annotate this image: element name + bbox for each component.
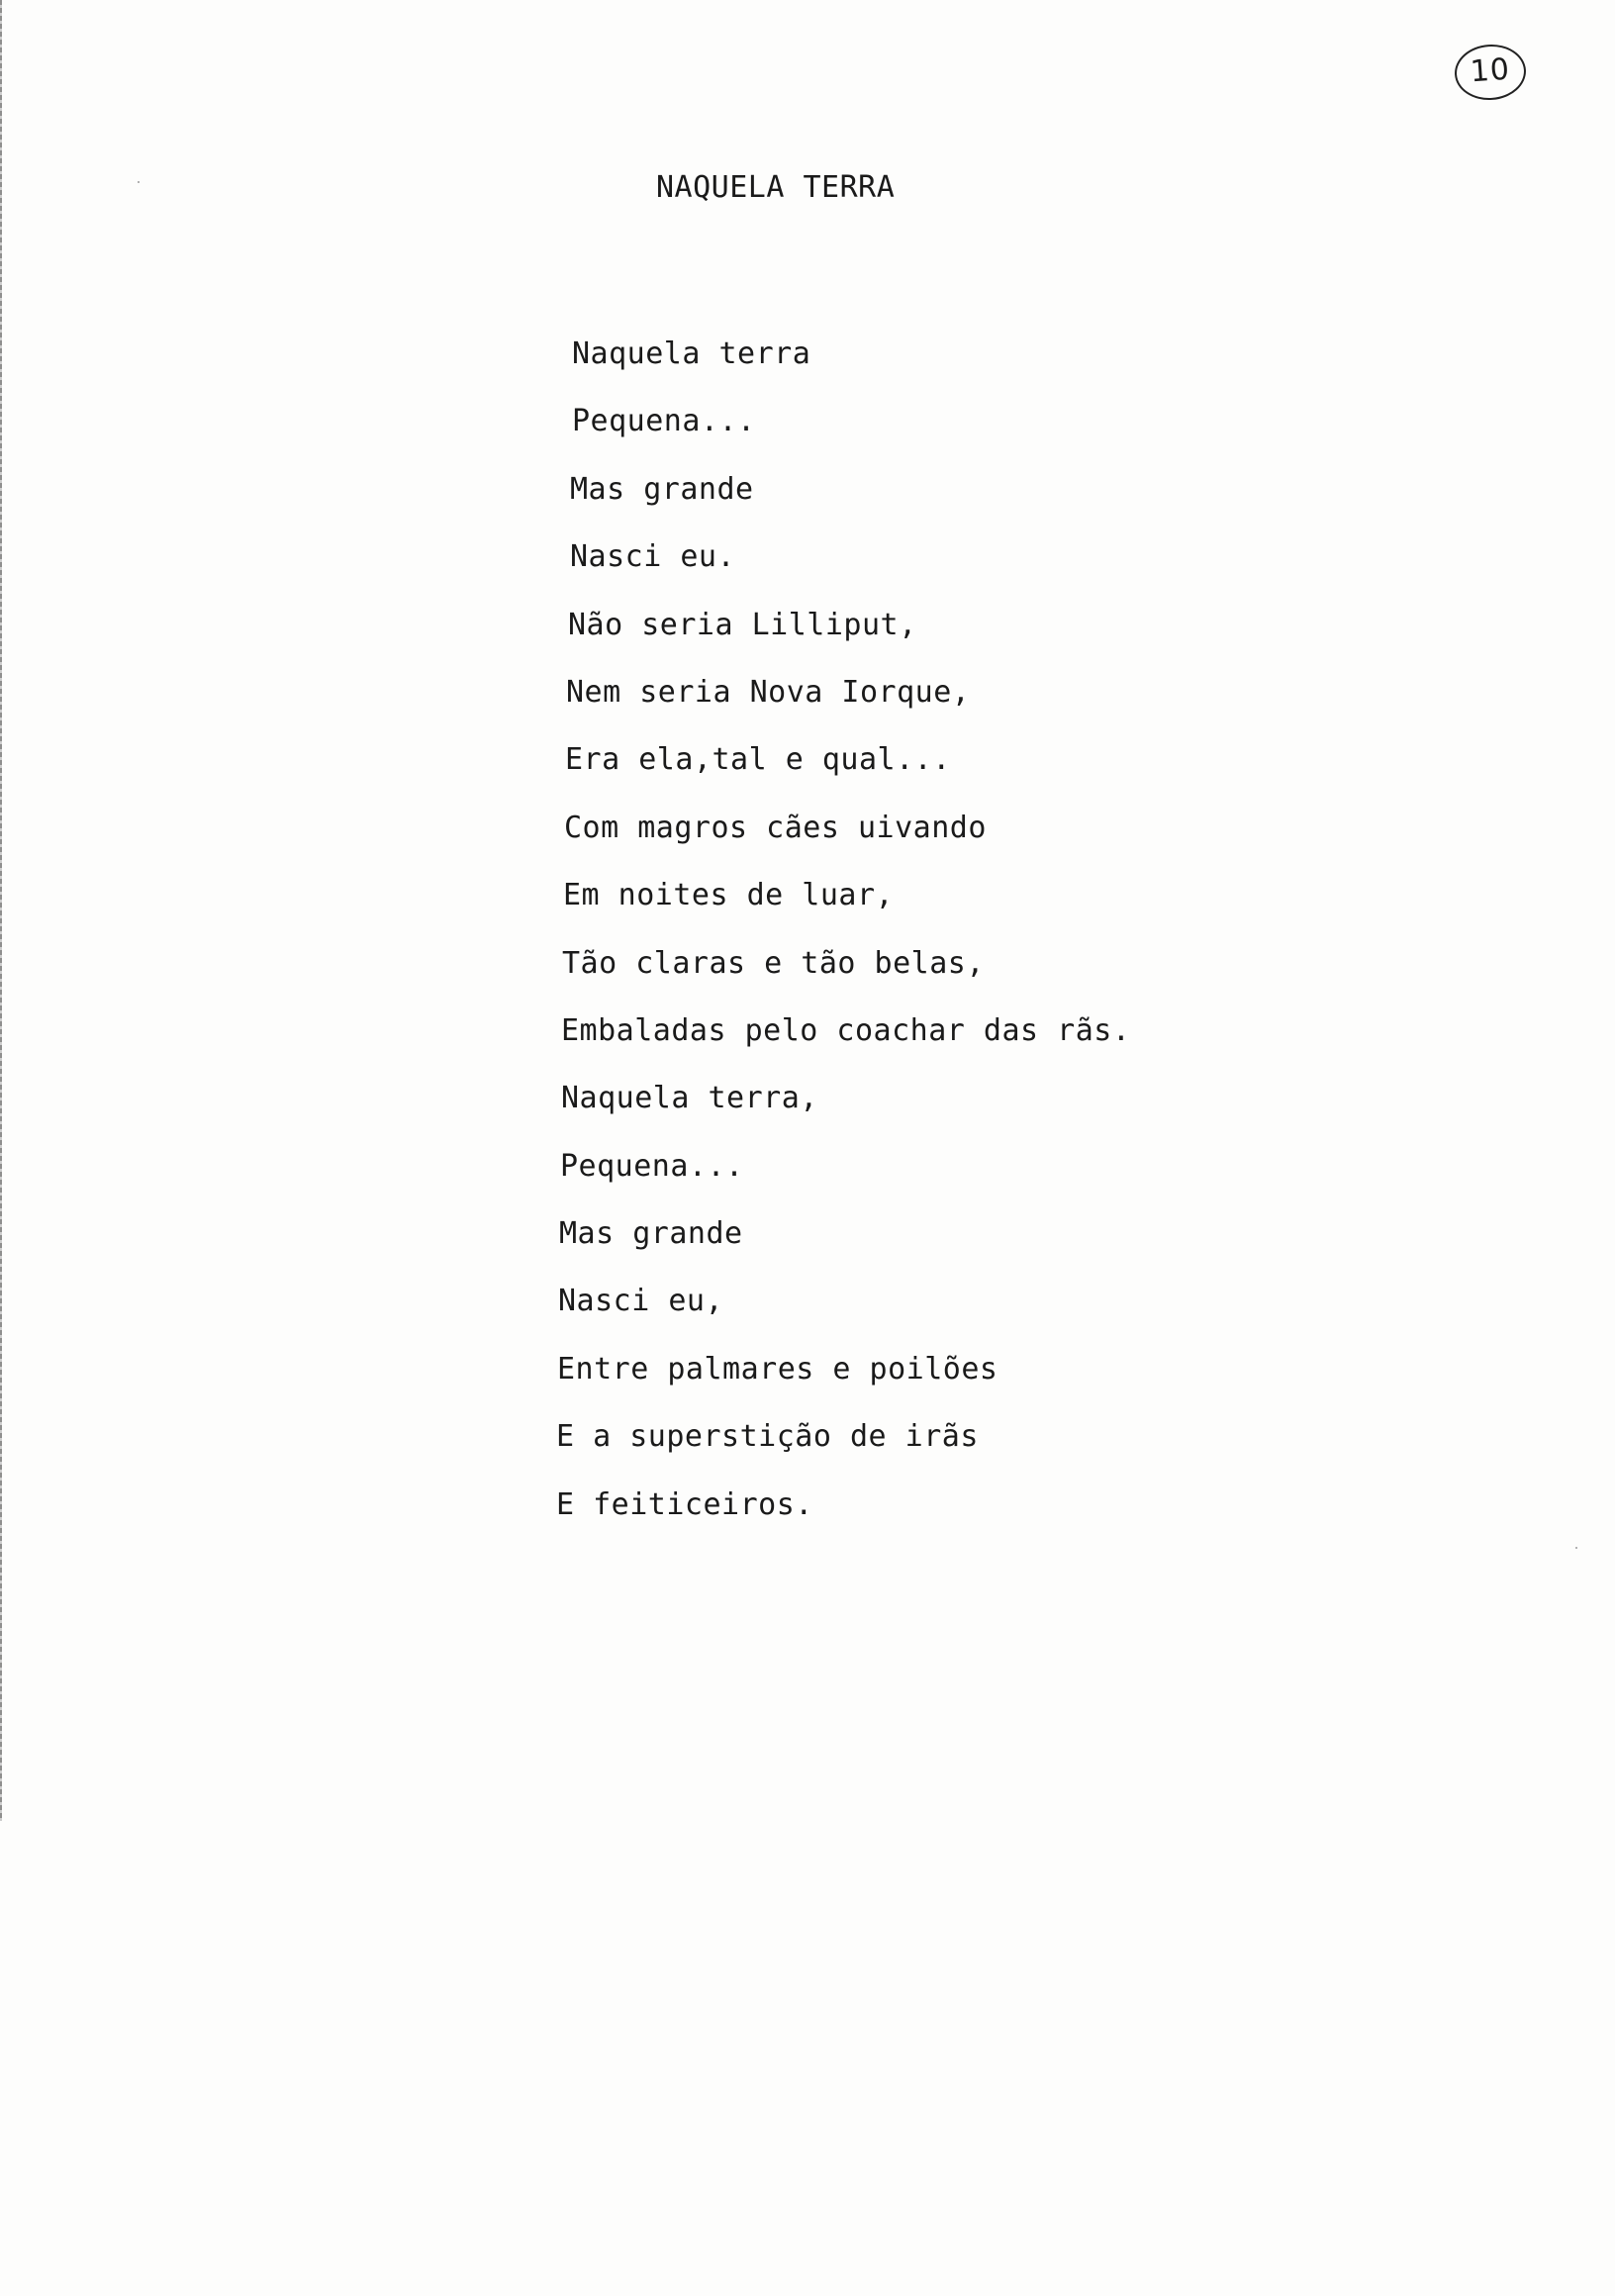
poem-line: Em noites de luar, <box>563 878 895 913</box>
poem-line: Era ela,tal e qual... <box>565 742 951 778</box>
scan-speck <box>138 181 140 183</box>
poem-line: Nasci eu. <box>570 539 736 575</box>
poem-line: Tão claras e tão belas, <box>562 945 985 981</box>
poem-line: E feiticeiros. <box>556 1486 813 1522</box>
poem-line: Naquela terra <box>572 336 811 371</box>
scan-speck <box>1575 1547 1577 1549</box>
poem-line: Naquela terra, <box>561 1081 818 1116</box>
poem-line: Nasci eu, <box>558 1284 724 1319</box>
page-number: 10 <box>1453 43 1528 103</box>
poem-line: Pequena... <box>572 404 756 439</box>
poem-line: Mas grande <box>570 471 754 507</box>
poem-line: Entre palmares e poilões <box>557 1351 998 1387</box>
poem-body <box>556 335 1130 1553</box>
binding-edge <box>0 0 2 1821</box>
poem-line: Não seria Lilliput, <box>568 607 917 642</box>
poem-line: Com magros cães uivando <box>564 810 987 845</box>
poem-title: NAQUELA TERRA <box>656 170 896 205</box>
poem-line: Pequena... <box>560 1148 744 1184</box>
poem-line: Nem seria Nova Iorque, <box>566 674 971 710</box>
poem-line: Embaladas pelo coachar das rãs. <box>561 1012 1131 1048</box>
poem-line: E a superstição de irãs <box>556 1419 979 1455</box>
poem-line: Mas grande <box>559 1216 743 1252</box>
